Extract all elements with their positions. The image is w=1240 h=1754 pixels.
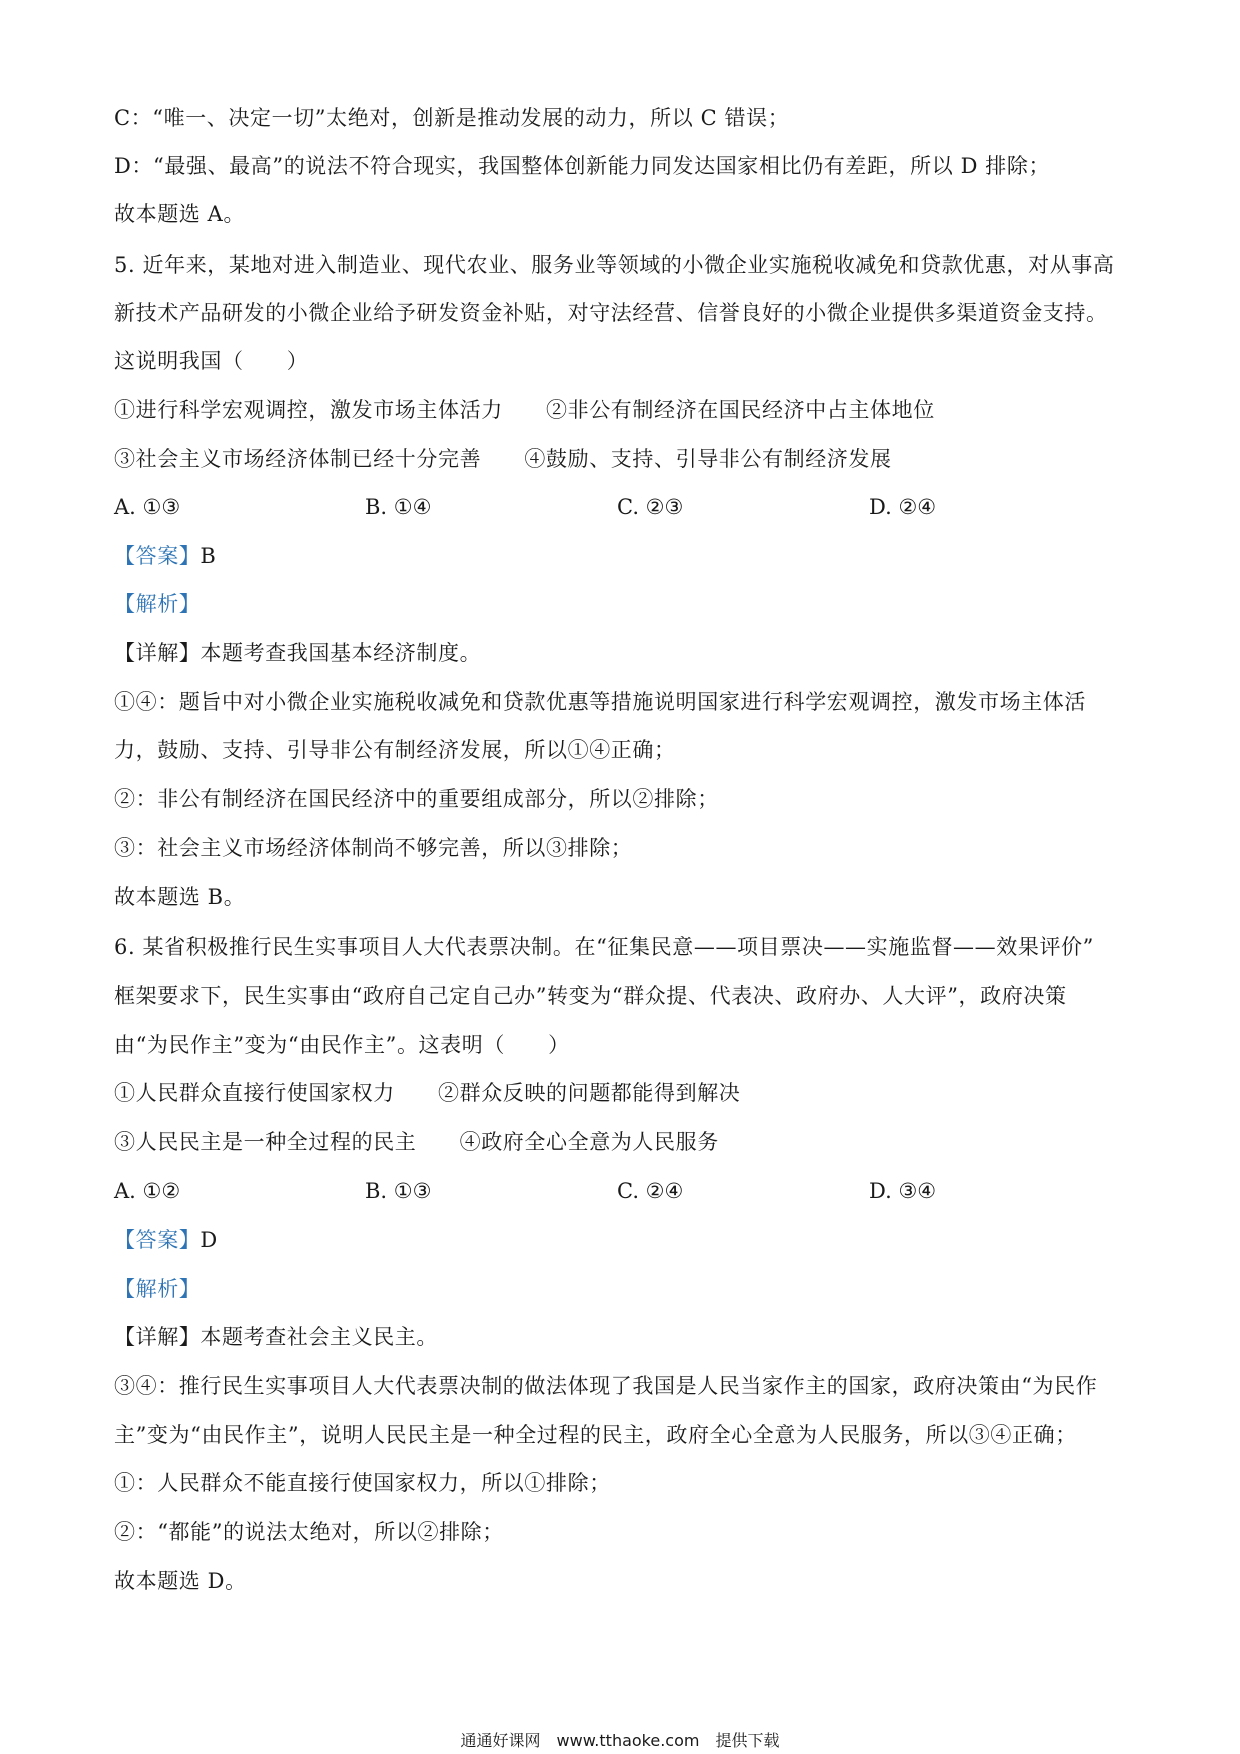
q6-analysis <box>114 1274 1134 1304</box>
prev-option-d-explanation: D：“最强、最高”的说法不符合现实，我国整体创新能力同发达国家相比仍有差距，所以 D 排除； <box>114 154 1051 178</box>
q5-stem-line-2: 新技术产品研发的小微企业给予研发资金补贴，对守法经营、信誉良好的小微企业提供多渠道资金支持。 <box>114 301 1108 325</box>
q5-answer-tag: 【答案】 <box>114 544 201 568</box>
q5-option-c: C. ②③ <box>617 495 684 519</box>
q6-stem-line-3: 由“为民作主”变为“由民作主”。这表明（ ） <box>114 1033 570 1057</box>
q6-stem-line-2: 框架要求下，民生实事由“政府自己定自己办”转变为“群众提、代表决、政府办、人大评”，政府决策 <box>114 984 1067 1008</box>
q6-answer <box>114 1225 1134 1255</box>
q6-option-d: D. ③④ <box>869 1179 937 1203</box>
q6-statements-line-1: ①人民群众直接行使国家权力 ②群众反映的问题都能得到解决 <box>114 1081 741 1105</box>
q5-stem-line-3: 这说明我国（ ） <box>114 349 309 373</box>
q6-detail: 【详解】本题考查社会主义民主。 <box>114 1325 438 1349</box>
q6-explanation-line-1: ③④：推行民生实事项目人大代表票决制的做法体现了我国是人民当家作主的国家，政府决策由“为民作 <box>114 1374 1098 1398</box>
q6-option-c: C. ②④ <box>617 1179 684 1203</box>
q5-explanation-line-3: ②：非公有制经济在国民经济中的重要组成部分，所以②排除； <box>114 787 719 811</box>
q5-conclusion: 故本题选 B。 <box>114 885 246 909</box>
q6-conclusion: 故本题选 D。 <box>114 1569 247 1593</box>
q5-detail: 【详解】本题考查我国基本经济制度。 <box>114 641 482 665</box>
prev-option-c-explanation: C：“唯一、决定一切”太绝对，创新是推动发展的动力，所以 C 错误； <box>114 106 790 130</box>
q5-explanation-line-1: ①④：题旨中对小微企业实施税收减免和贷款优惠等措施说明国家进行科学宏观调控，激发市场主体活 <box>114 690 1086 714</box>
q5-analysis-tag: 【解析】 <box>114 592 201 616</box>
q5-answer <box>114 541 1134 571</box>
q5-answer-value: B <box>200 544 217 568</box>
prev-conclusion: 故本题选 A。 <box>114 202 246 226</box>
q5-analysis <box>114 589 1134 619</box>
q5-explanation-line-4: ③：社会主义市场经济体制尚不够完善，所以③排除； <box>114 836 633 860</box>
q6-answer-tag: 【答案】 <box>114 1228 201 1252</box>
page-footer: 通通好课网 www.tthaoke.com 提供下载 <box>460 1731 780 1750</box>
q5-statements-line-2: ③社会主义市场经济体制已经十分完善 ④鼓励、支持、引导非公有制经济发展 <box>114 447 892 471</box>
q6-statements-line-2: ③人民民主是一种全过程的民主 ④政府全心全意为人民服务 <box>114 1130 719 1154</box>
q5-option-d: D. ②④ <box>869 495 937 519</box>
q6-analysis-tag: 【解析】 <box>114 1277 201 1301</box>
q5-statements-line-1: ①进行科学宏观调控，激发市场主体活力 ②非公有制经济在国民经济中占主体地位 <box>114 398 935 422</box>
q5-stem-line-1: 5. 近年来，某地对进入制造业、现代农业、服务业等领域的小微企业实施税收减免和贷款优惠，对从事高 <box>114 253 1115 277</box>
q6-explanation-line-3: ①：人民群众不能直接行使国家权力，所以①排除； <box>114 1471 611 1495</box>
q5-option-a: A. ①③ <box>114 495 181 519</box>
q5-explanation-line-2: 力，鼓励、支持、引导非公有制经济发展，所以①④正确； <box>114 738 676 762</box>
q6-option-a: A. ①② <box>114 1179 181 1203</box>
q6-stem-line-1: 6. 某省积极推行民生实事项目人大代表票决制。在“征集民意——项目票决——实施监督——效果评价” <box>114 935 1094 959</box>
q5-option-b: B. ①④ <box>365 495 432 519</box>
q6-answer-value: D <box>200 1228 218 1252</box>
q6-explanation-line-2: 主”变为“由民作主”，说明人民民主是一种全过程的民主，政府全心全意为人民服务，所以③④正确； <box>114 1423 1077 1447</box>
q6-option-b: B. ①③ <box>365 1179 432 1203</box>
q6-explanation-line-4: ②：“都能”的说法太绝对，所以②排除； <box>114 1520 504 1544</box>
